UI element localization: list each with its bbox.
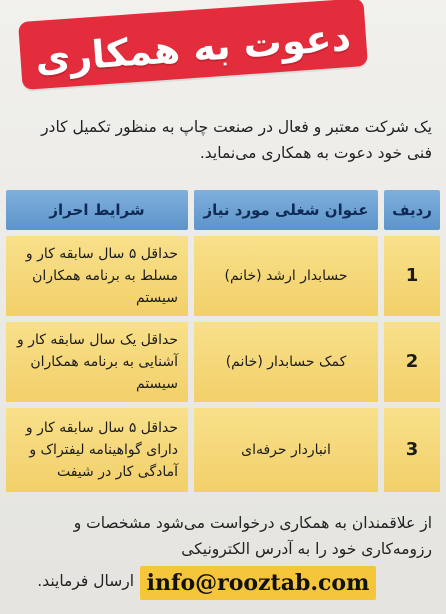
requirements-cell: حداقل ۵ سال سابقه کار و دارای گواهینامه لیفتراک و آمادگی کار در شیفت bbox=[6, 408, 188, 492]
requirements-cell: حداقل ۵ سال سابقه کار و مسلط به برنامه همکاران سیستم bbox=[6, 236, 188, 316]
email-address: info@rooztab.com bbox=[140, 566, 376, 600]
row-number: 1 bbox=[384, 236, 440, 316]
header-job-title: عنوان شغلی مورد نیاز bbox=[194, 190, 378, 230]
row-number: 3 bbox=[384, 408, 440, 492]
outro-paragraph: از علاقمندان به همکاری درخواست می‌شود مشخصات و رزومه‌کاری خود را به آدرس الکترونیکی bbox=[73, 514, 432, 558]
row-number: 2 bbox=[384, 322, 440, 402]
jobs-table bbox=[6, 190, 440, 500]
ad-title: دعوت به همکاری bbox=[33, 15, 353, 81]
requirements-cell: حداقل یک سال سابقه کار و آشنایی به برنامه همکاران سیستم bbox=[6, 322, 188, 402]
intro-paragraph: یک شرکت معتبر و فعال در صنعت چاپ به منظور تکمیل کادر فنی خود دعوت به همکاری می‌نماید. bbox=[41, 118, 432, 162]
job-title-cell: کمک حسابدار (خانم) bbox=[194, 322, 378, 402]
header-row-number: ردیف bbox=[384, 190, 440, 230]
job-title-cell: حسابدار ارشد (خانم) bbox=[194, 236, 378, 316]
header-requirements: شرایط احراز bbox=[6, 190, 188, 230]
job-title-cell: انباردار حرفه‌ای bbox=[194, 408, 378, 492]
send-instruction: ارسال فرمایند. bbox=[37, 572, 134, 590]
